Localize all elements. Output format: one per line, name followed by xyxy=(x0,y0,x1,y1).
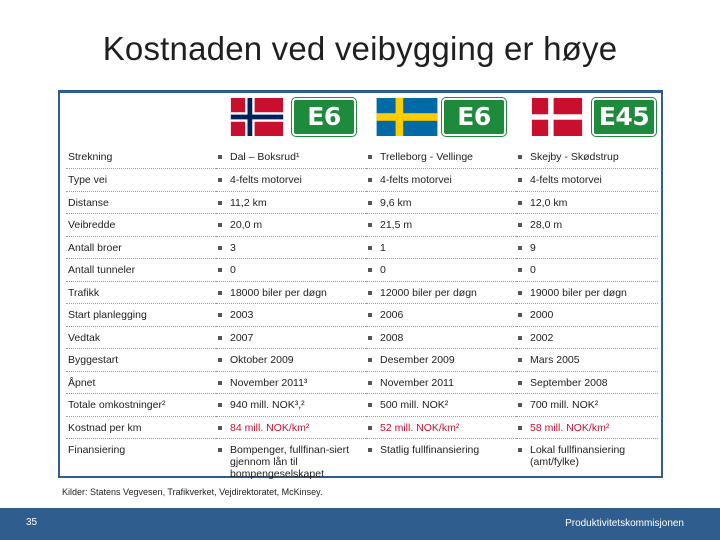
cell-sweden: 2006 xyxy=(366,304,516,327)
cell-norway: 20,0 m xyxy=(216,214,366,237)
cell-denmark: 2000 xyxy=(516,304,658,327)
cell-denmark: 19000 biler per døgn xyxy=(516,281,658,304)
cell-sweden: Trelleborg - Vellinge xyxy=(366,146,516,169)
cell-norway: 2007 xyxy=(216,326,366,349)
cell-denmark: 28,0 m xyxy=(516,214,658,237)
table-row xyxy=(66,439,658,485)
cell-sweden: 4-felts motorvei xyxy=(366,169,516,192)
norway-flag-icon xyxy=(226,98,288,136)
row-label: Distanse xyxy=(66,191,216,214)
row-label: Antall tunneler xyxy=(66,259,216,282)
cell-norway: 4-felts motorvei xyxy=(216,169,366,192)
row-label: Totale omkostninger² xyxy=(66,394,216,417)
row-label: Åpnet xyxy=(66,371,216,394)
route-sign-sweden xyxy=(376,98,508,136)
page-number: 35 xyxy=(26,517,38,528)
table-row xyxy=(66,236,658,259)
cell-norway: 2003 xyxy=(216,304,366,327)
cell-norway: 18000 biler per døgn xyxy=(216,281,366,304)
cell-sweden: Desember 2009 xyxy=(366,349,516,372)
cell-denmark: 58 mill. NOK/km² xyxy=(516,416,658,439)
cell-norway: Bompenger, fullfinan-siert gjennom lån til bompengeselskapet xyxy=(216,439,366,485)
table-row xyxy=(66,326,658,349)
footer-bar xyxy=(0,508,720,540)
cell-norway: 0 xyxy=(216,259,366,282)
row-label: Trafikk xyxy=(66,281,216,304)
cell-denmark: 4-felts motorvei xyxy=(516,169,658,192)
cell-denmark: 700 mill. NOK² xyxy=(516,394,658,417)
cell-denmark: 12,0 km xyxy=(516,191,658,214)
slide-title: Kostnaden ved veibygging er høye xyxy=(102,30,618,67)
sweden-flag-icon xyxy=(376,98,438,136)
cell-sweden: 2008 xyxy=(366,326,516,349)
table-row xyxy=(66,394,658,417)
cell-denmark: Skejby - Skødstrup xyxy=(516,146,658,169)
route-sign-denmark xyxy=(526,98,658,136)
table-row xyxy=(66,371,658,394)
cell-norway: Oktober 2009 xyxy=(216,349,366,372)
cell-norway: Dal – Boksrud¹ xyxy=(216,146,366,169)
table-row xyxy=(66,214,658,237)
cell-norway: 3 xyxy=(216,236,366,259)
road-badge-norway: E6 xyxy=(292,98,356,136)
road-badge-denmark: E45 xyxy=(592,98,656,136)
cell-sweden: November 2011 xyxy=(366,371,516,394)
organization-name: Produktivitetskommisjonen xyxy=(565,518,684,529)
table-row xyxy=(66,416,658,439)
cell-sweden: 12000 biler per døgn xyxy=(366,281,516,304)
route-header-row xyxy=(60,93,661,145)
cell-sweden: 52 mill. NOK/km² xyxy=(366,416,516,439)
cell-denmark: Lokal fullfinansiering (amt/fylke) xyxy=(516,439,658,485)
cell-sweden: 21,5 m xyxy=(366,214,516,237)
table-row xyxy=(66,169,658,192)
comparison-table xyxy=(66,146,658,484)
table-row xyxy=(66,281,658,304)
row-label: Byggestart xyxy=(66,349,216,372)
source-note: Kilder: Statens Vegvesen, Trafikverket, Vejdirektoratet, McKinsey. xyxy=(62,487,323,497)
row-label: Vedtak xyxy=(66,326,216,349)
cell-sweden: 9,6 km xyxy=(366,191,516,214)
table-row xyxy=(66,259,658,282)
table-row xyxy=(66,304,658,327)
cell-denmark: Mars 2005 xyxy=(516,349,658,372)
row-label: Antall broer xyxy=(66,236,216,259)
table-row xyxy=(66,349,658,372)
cell-denmark: September 2008 xyxy=(516,371,658,394)
row-label: Finansiering xyxy=(68,444,126,456)
row-label: Type vei xyxy=(66,169,216,192)
cell-denmark: 9 xyxy=(516,236,658,259)
cell-norway: 84 mill. NOK/km² xyxy=(216,416,366,439)
cell-sweden: 1 xyxy=(366,236,516,259)
row-label: Start planlegging xyxy=(66,304,216,327)
cell-denmark: 0 xyxy=(516,259,658,282)
row-label: Kostnad per km xyxy=(66,416,216,439)
cell-norway: 11,2 km xyxy=(216,191,366,214)
cell-sweden: 500 mill. NOK² xyxy=(366,394,516,417)
route-sign-norway xyxy=(226,98,358,136)
cell-sweden: 0 xyxy=(366,259,516,282)
comparison-panel xyxy=(58,90,663,478)
row-label: Veibredde xyxy=(66,214,216,237)
table-row xyxy=(66,146,658,169)
cell-norway: 940 mill. NOK³,² xyxy=(216,394,366,417)
cell-norway: November 2011³ xyxy=(216,371,366,394)
road-badge-sweden: E6 xyxy=(442,98,506,136)
cell-denmark: 2002 xyxy=(516,326,658,349)
row-label: Strekning xyxy=(66,146,216,169)
table-row xyxy=(66,191,658,214)
cell-sweden: Statlig fullfinansiering xyxy=(366,439,516,485)
denmark-flag-icon xyxy=(526,98,588,136)
